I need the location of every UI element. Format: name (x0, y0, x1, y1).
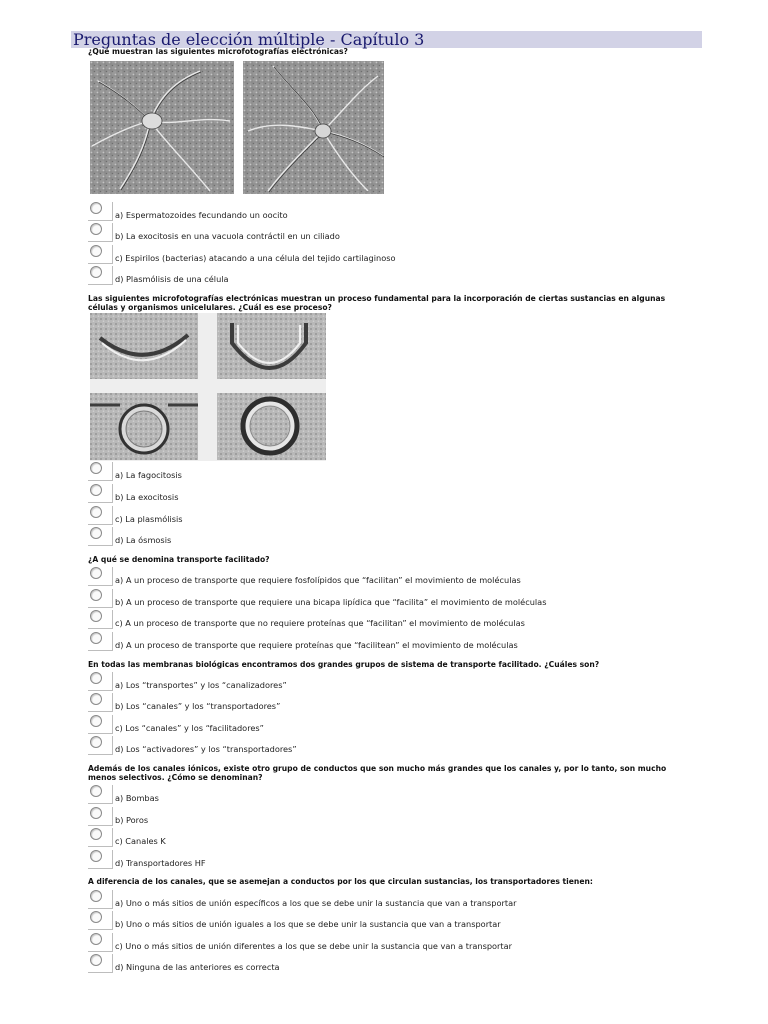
question-1: ¿Qué muestran las siguientes microfotografías electrónicas? (88, 47, 348, 56)
option-1d[interactable] (88, 266, 688, 286)
option-label: b) Uno o más sitios de unión iguales a los que se debe unir la sustancia que van a transportar (115, 919, 501, 929)
radio-button-icon[interactable] (90, 610, 102, 622)
option-5a[interactable] (88, 785, 688, 805)
radio-button-icon[interactable] (90, 506, 102, 518)
option-label: c) La plasmólisis (115, 514, 183, 524)
option-label: c) Canales K (115, 836, 166, 846)
radio-button-icon[interactable] (90, 693, 102, 705)
radio-button-icon[interactable] (90, 828, 102, 840)
option-4d[interactable] (88, 736, 688, 756)
title-bar (71, 31, 702, 48)
option-label: b) Los “canales” y los “transportadores” (115, 701, 281, 711)
radio-button-icon[interactable] (90, 807, 102, 819)
option-3a[interactable] (88, 567, 688, 587)
option-label: d) Plasmólisis de una célula (115, 274, 229, 284)
radio-button-icon[interactable] (90, 484, 102, 496)
option-2a[interactable] (88, 462, 688, 482)
option-label: a) Los “transportes” y los “canalizadores” (115, 680, 287, 690)
option-5b[interactable] (88, 807, 688, 827)
option-3d[interactable] (88, 632, 688, 652)
option-4c[interactable] (88, 715, 688, 735)
option-2d[interactable] (88, 527, 688, 547)
option-label: a) La fagocitosis (115, 470, 182, 480)
radio-button-icon[interactable] (90, 223, 102, 235)
radio-button-icon[interactable] (90, 527, 102, 539)
option-5d[interactable] (88, 850, 688, 870)
option-1a[interactable] (88, 202, 688, 222)
option-4a[interactable] (88, 672, 688, 692)
option-label: b) La exocitosis (115, 492, 179, 502)
option-2c[interactable] (88, 506, 688, 526)
option-5c[interactable] (88, 828, 688, 848)
radio-button-icon[interactable] (90, 715, 102, 727)
option-4b[interactable] (88, 693, 688, 713)
radio-button-icon[interactable] (90, 202, 102, 214)
radio-button-icon[interactable] (90, 850, 102, 862)
radio-button-icon[interactable] (90, 266, 102, 278)
micrograph-1b (243, 61, 384, 194)
question-5: Además de los canales iónicos, existe otro grupo de conductos que son mucho más grandes que los canales y, por lo tanto, son mucho menos selectivos. ¿Cómo se denominan? (88, 764, 667, 782)
option-label: c) Los “canales” y los “facilitadores” (115, 723, 264, 733)
option-label: a) Bombas (115, 793, 159, 803)
option-label: c) A un proceso de transporte que no requiere proteínas que “facilitan” el movimiento de moléculas (115, 618, 525, 628)
question-2: Las siguientes microfotografías electrónicas muestran un proceso fundamental para la incorporación de ciertas sustancias en algunas células y organismos unicelulares. ¿Cuál es ese proceso? (88, 294, 666, 312)
option-label: b) La exocitosis en una vacuola contráctil en un ciliado (115, 231, 340, 241)
radio-button-icon[interactable] (90, 245, 102, 257)
option-6b[interactable] (88, 911, 688, 931)
option-6d[interactable] (88, 954, 688, 974)
radio-button-icon[interactable] (90, 462, 102, 474)
option-label: d) Transportadores HF (115, 858, 206, 868)
option-label: b) A un proceso de transporte que requiere una bicapa lipídica que “facilita” el movimiento de moléculas (115, 597, 547, 607)
radio-button-icon[interactable] (90, 933, 102, 945)
option-label: a) A un proceso de transporte que requiere fosfolípidos que “facilitan” el movimiento de moléculas (115, 575, 521, 585)
option-label: d) La ósmosis (115, 535, 172, 545)
option-label: a) Uno o más sitios de unión específicos a los que se debe unir la sustancia que van a transportar (115, 898, 517, 908)
option-label: d) A un proceso de transporte que requiere proteínas que “facilitean” el movimiento de moléculas (115, 640, 518, 650)
micrograph-2 (90, 313, 326, 461)
radio-button-icon[interactable] (90, 589, 102, 601)
micrograph-1a (90, 61, 234, 194)
radio-button-icon[interactable] (90, 567, 102, 579)
option-1c[interactable] (88, 245, 688, 265)
radio-button-icon[interactable] (90, 785, 102, 797)
option-label: d) Los “activadores” y los “transportadores” (115, 744, 297, 754)
option-2b[interactable] (88, 484, 688, 504)
option-1b[interactable] (88, 223, 688, 243)
option-label: b) Poros (115, 815, 149, 825)
radio-button-icon[interactable] (90, 672, 102, 684)
option-label: c) Uno o más sitios de unión diferentes a los que se debe unir la sustancia que van a transportar (115, 941, 513, 951)
option-label: a) Espermatozoides fecundando un oocito (115, 210, 288, 220)
option-label: d) Ninguna de las anteriores es correcta (115, 962, 280, 972)
radio-button-icon[interactable] (90, 911, 102, 923)
radio-button-icon[interactable] (90, 890, 102, 902)
option-label: c) Espirilos (bacterias) atacando a una célula del tejido cartilaginoso (115, 253, 396, 263)
question-3: ¿A qué se denomina transporte facilitado? (88, 555, 270, 564)
radio-button-icon[interactable] (90, 736, 102, 748)
option-6c[interactable] (88, 933, 688, 953)
option-3c[interactable] (88, 610, 688, 630)
radio-button-icon[interactable] (90, 632, 102, 644)
page-title: Preguntas de elección múltiple - Capítulo 3 (73, 30, 425, 49)
question-6: A diferencia de los canales, que se asemejan a conductos por los que circulan sustancias, los transportadores tienen: (88, 877, 593, 886)
radio-button-icon[interactable] (90, 954, 102, 966)
option-3b[interactable] (88, 589, 688, 609)
option-6a[interactable] (88, 890, 688, 910)
question-4: En todas las membranas biológicas encontramos dos grandes grupos de sistema de transporte facilitado. ¿Cuáles son? (88, 660, 600, 669)
